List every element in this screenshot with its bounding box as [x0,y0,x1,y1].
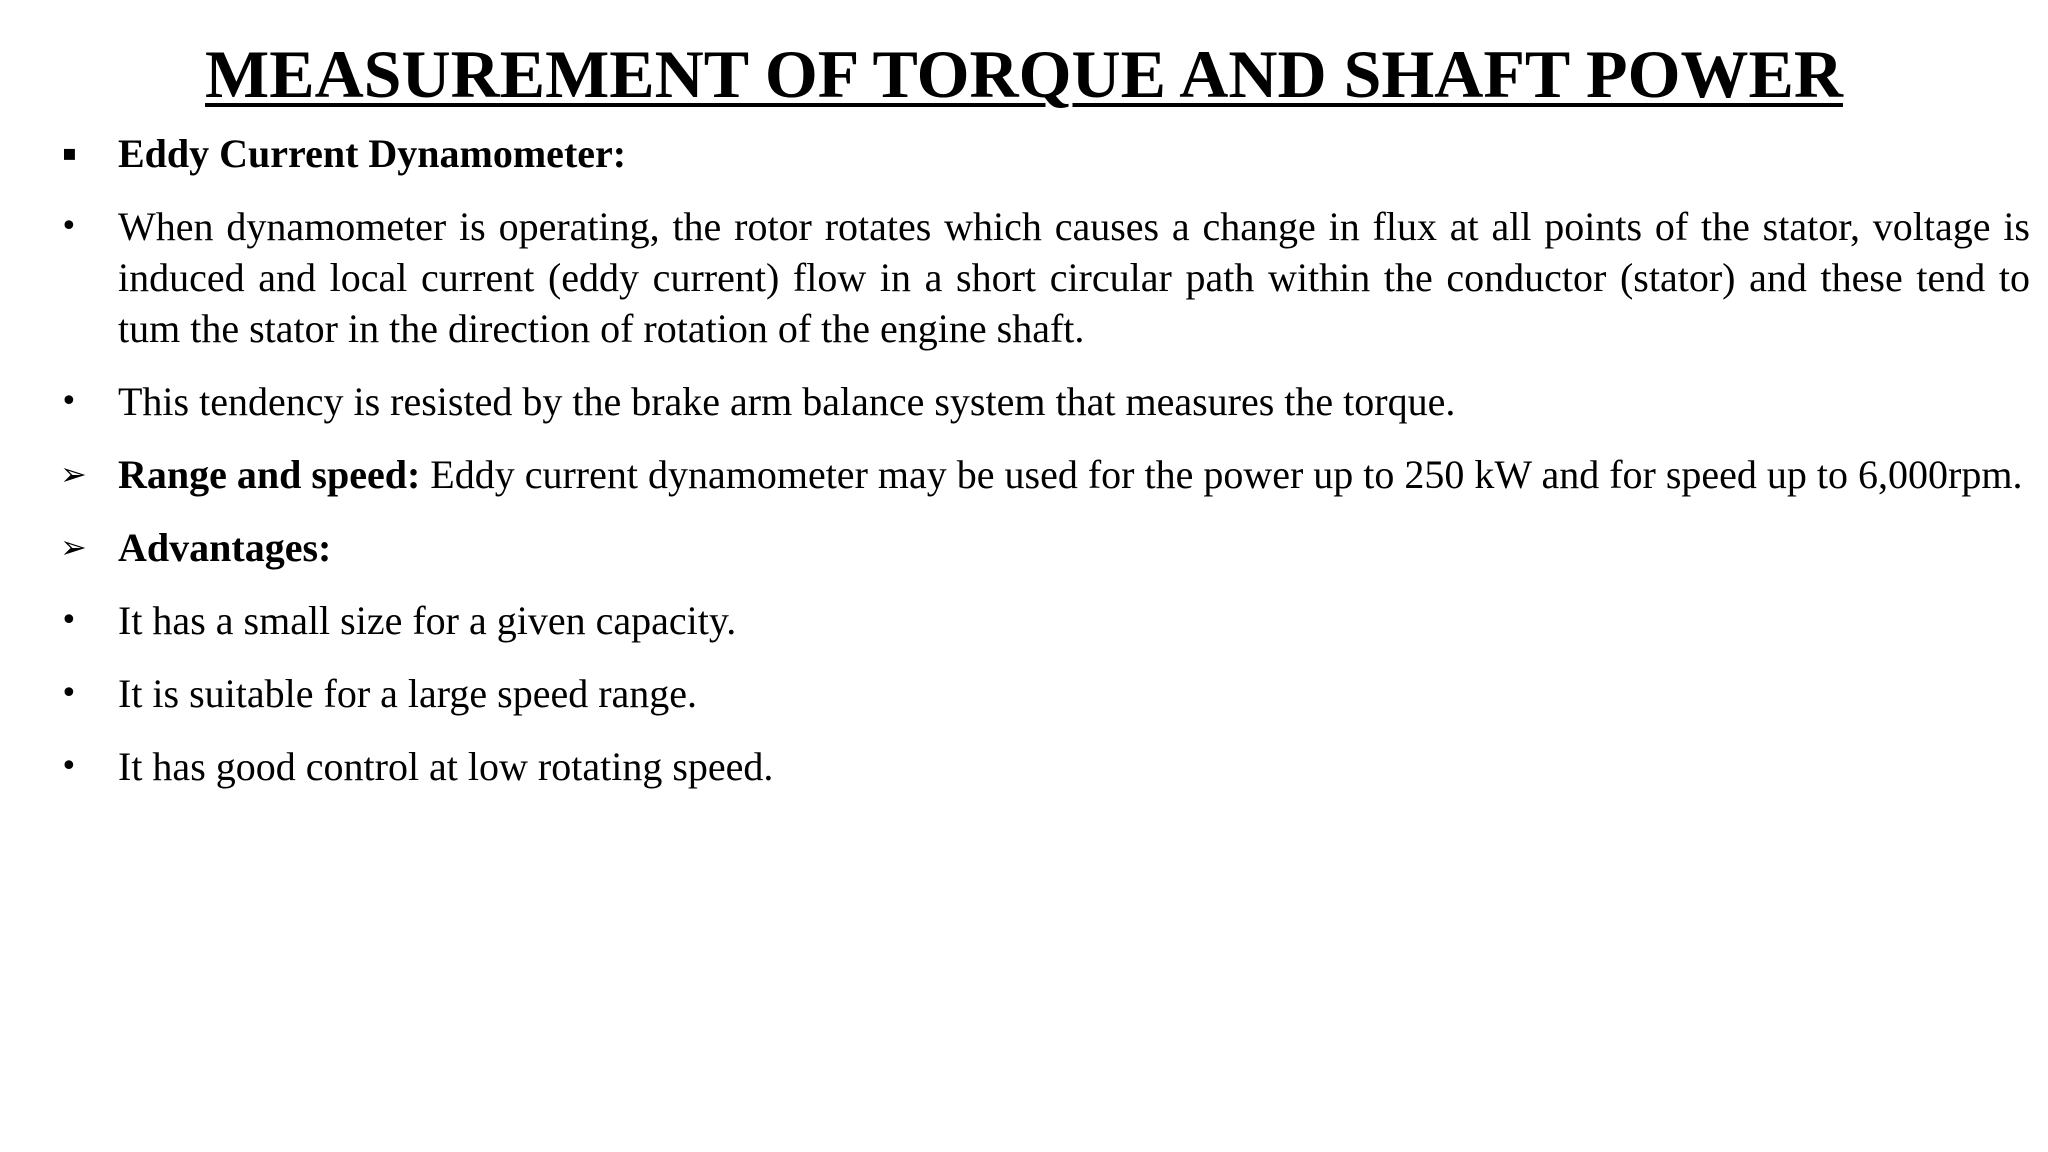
item-text: It is suitable for a large speed range. [118,671,698,716]
square-bullet-icon: ▪ [62,141,77,166]
item-heading: Eddy Current Dynamometer: [118,131,627,176]
item-text: It has a small size for a given capacity. [118,598,737,643]
list-item [60,595,2030,646]
list-item-advantages [60,522,2030,573]
list-item [60,668,2030,719]
list-item [60,741,2030,792]
item-text: It has good control at low rotating speed. [118,744,774,789]
bullet-icon: • [60,603,78,638]
bullet-icon: • [60,209,78,244]
arrow-bullet-icon: ➢ [60,528,87,566]
bullet-list [60,128,2030,814]
list-item [60,201,2030,354]
item-heading: Advantages: [118,525,332,570]
item-text: Eddy current dynamometer may be used for the power up to 250 kW and for speed up to 6,000rpm. [420,452,2023,497]
bullet-icon: • [60,384,78,419]
list-item-heading-eddy [60,128,2030,179]
bullet-icon: • [60,676,78,711]
item-text: This tendency is resisted by the brake arm balance system that measures the torque. [118,379,1456,424]
slide-title: MEASUREMENT OF TORQUE AND SHAFT POWER [205,36,1843,112]
bullet-icon: • [60,749,78,784]
item-text: When dynamometer is operating, the rotor rotates which causes a change in flux at all points of the stator, voltage is induced and local current (eddy current) flow in a short circular path within the conductor (stator) and these tend to tum the stator in the direction of rotation of the engine shaft. [118,204,2030,351]
list-item-range-speed [60,449,2030,500]
arrow-bullet-icon: ➢ [60,455,87,493]
item-heading: Range and speed: [118,452,421,497]
list-item [60,376,2030,427]
